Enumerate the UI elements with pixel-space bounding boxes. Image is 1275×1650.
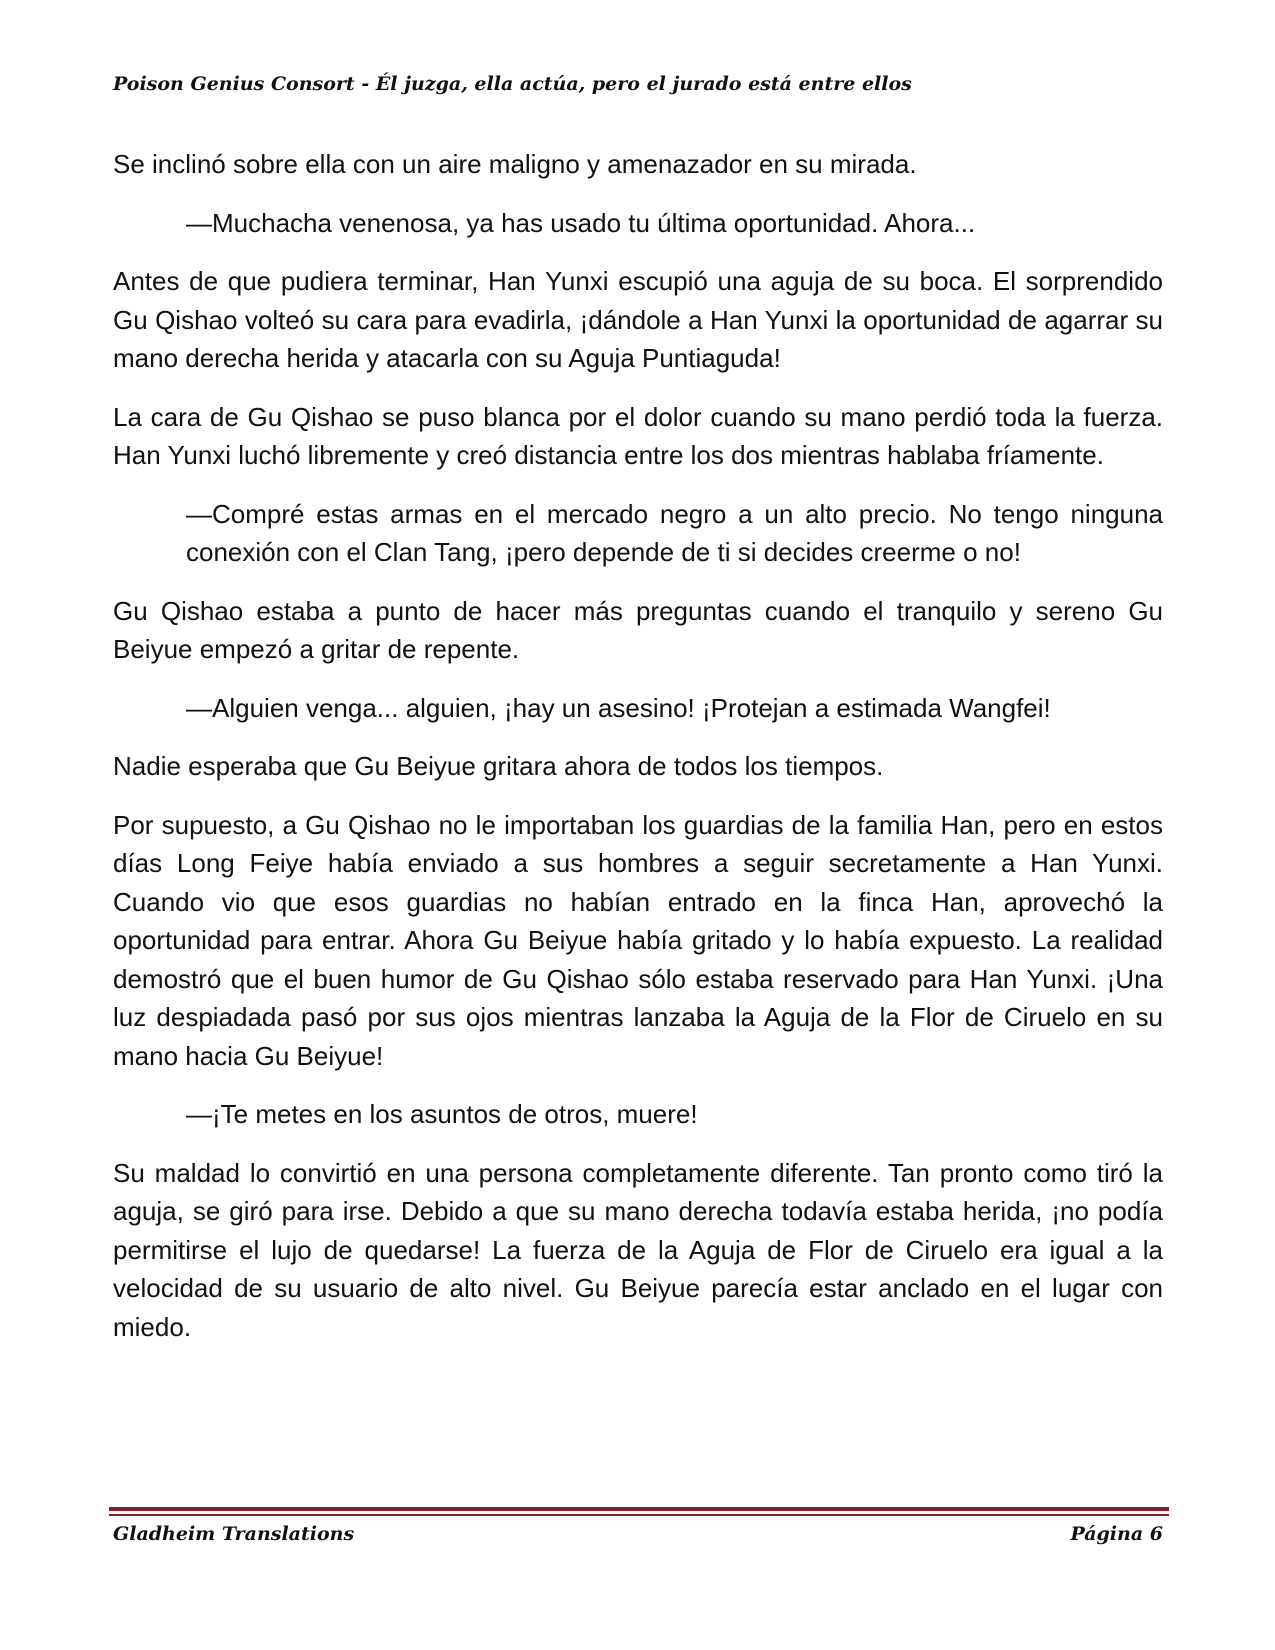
- page-header: Poison Genius Consort - Él juzga, ella actúa, pero el jurado está entre ellos: [113, 73, 912, 95]
- body-paragraph: Gu Qishao estaba a punto de hacer más preguntas cuando el tranquilo y sereno Gu Beiyue empezó a gritar de repente.: [113, 595, 1163, 664]
- body-paragraph: La cara de Gu Qishao se puso blanca por el dolor cuando su mano perdió toda la fuerza. Han Yunxi luchó libremente y creó distancia entre los dos mientras hablaba fríamente.: [113, 401, 1163, 470]
- page-number: Página 6: [1070, 1523, 1163, 1545]
- footer-divider-thin: [109, 1514, 1169, 1516]
- body-paragraph: Antes de que pudiera terminar, Han Yunxi escupió una aguja de su boca. El sorprendido Gu Qishao volteó su cara para evadirla, ¡dándole a Han Yunxi la oportunidad de agarrar su mano derecha herida y atacarla con su Aguja Puntiaguda!: [113, 266, 1163, 373]
- dialogue-line: —Compré estas armas en el mercado negro a un alto precio. No tengo ninguna conexión con el Clan Tang, ¡pero depende de ti si decides creerme o no!: [186, 498, 1163, 567]
- footer-publisher: Gladheim Translations: [113, 1523, 355, 1545]
- body-paragraph: Su maldad lo convirtió en una persona completamente diferente. Tan pronto como tiró la aguja, se giró para irse. Debido a que su mano derecha todavía estaba herida, ¡no podía permitirse el lujo de quedarse! La fuerza de la Aguja de Flor de Ciruelo era igual a la velocidad de su usuario de alto nivel. Gu Beiyue parecía estar anclado en el lugar con miedo.: [113, 1157, 1163, 1342]
- dialogue-line: —¡Te metes en los asuntos de otros, muere!: [186, 1099, 698, 1129]
- footer-divider-thick: [109, 1507, 1169, 1511]
- body-paragraph: Se inclinó sobre ella con un aire maligno y amenazador en su mirada.: [113, 149, 917, 179]
- body-paragraph: Nadie esperaba que Gu Beiyue gritara ahora de todos los tiempos.: [113, 751, 884, 781]
- dialogue-line: —Muchacha venenosa, ya has usado tu última oportunidad. Ahora...: [186, 207, 976, 238]
- dialogue-line: —Alguien venga... alguien, ¡hay un asesino! ¡Protejan a estimada Wangfei!: [186, 692, 1051, 723]
- body-paragraph: Por supuesto, a Gu Qishao no le importaban los guardias de la familia Han, pero en estos días Long Feiye había enviado a sus hombres a seguir secretamente a Han Yunxi. Cuando vio que esos guardias no habían entrado en la finca Han, aprovechó la oportunidad para entrar. Ahora Gu Beiyue había gritado y lo había expuesto. La realidad demostró que el buen humor de Gu Qishao sólo estaba reservado para Han Yunxi. ¡Una luz despiadada pasó por sus ojos mientras lanzaba la Aguja de la Flor de Ciruelo en su mano hacia Gu Beiyue!: [113, 809, 1163, 1071]
- page-body: [113, 145, 1163, 1366]
